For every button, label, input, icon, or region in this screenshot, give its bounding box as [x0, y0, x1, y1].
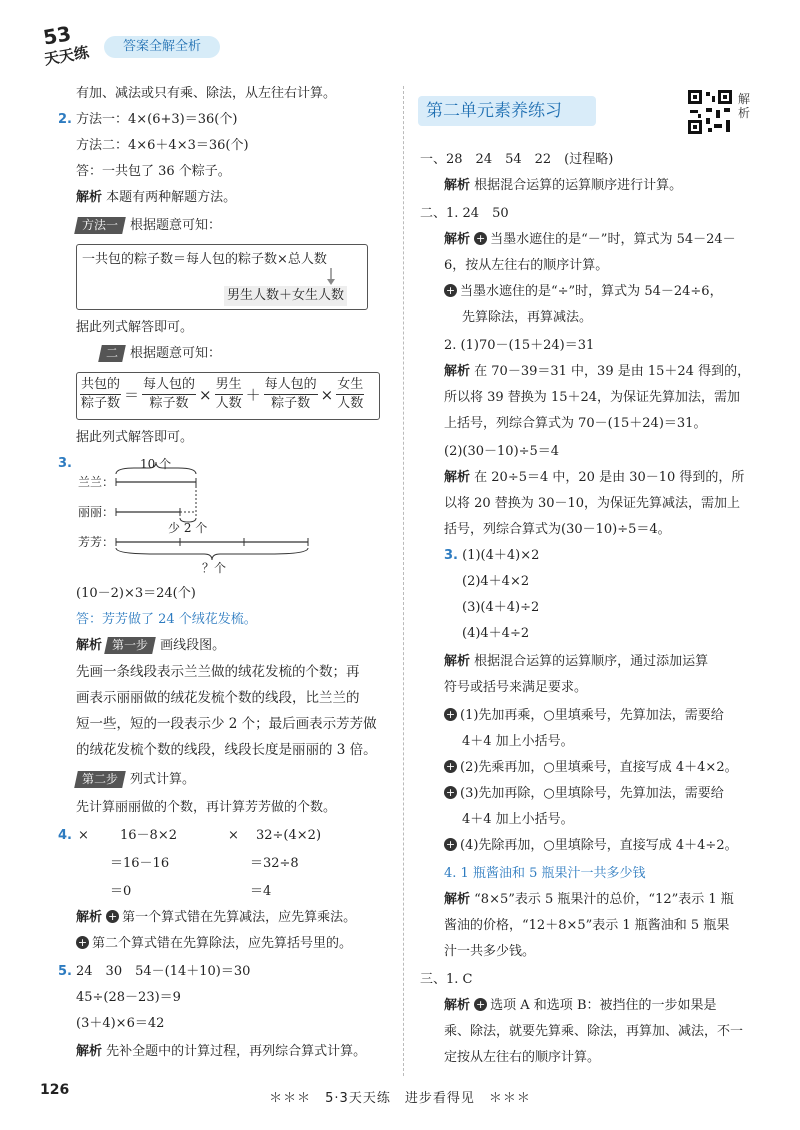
s3-answer: (1)(4＋4)×2 — [462, 548, 540, 563]
q3-answer: 答：芳芳做了 24 个绒花发梳。 — [76, 612, 257, 627]
s2-2b-answer: (2)(30－10)÷5＝4 — [444, 444, 560, 459]
question-number: 4. — [58, 828, 72, 843]
analysis-label: 解析 — [444, 364, 471, 379]
text-line: 短一些，短的一段表示少 2 个；最后画表示芳芳做 — [76, 716, 377, 732]
analysis-text: 当墨水遮住的是“÷”时，算式为 54－24÷6， — [460, 284, 723, 299]
method-2-text: 根据题意可知： — [130, 346, 222, 361]
q5-line: 24 30 54－(14＋10)＝30 — [76, 964, 251, 979]
q5-line: 45÷(28－23)＝9 — [76, 990, 181, 1005]
method-1-equation: 方法一：4×(6+3)＝36(个) — [76, 112, 238, 127]
label-10: 10 个 — [140, 457, 172, 471]
footer-slogan: ＊＊＊ 5·3天天练 进步看得见 ＊＊＊ — [269, 1091, 531, 1106]
q4-step: ＝32÷8 — [250, 856, 299, 871]
mark-wrong: × — [228, 828, 239, 843]
analysis-label: 解析 — [444, 998, 471, 1013]
qr-label: 解析 — [738, 92, 751, 120]
unit-banner: 第二单元素养练习 — [418, 96, 596, 126]
column-divider — [403, 86, 404, 1076]
plus-icon: + — [445, 786, 456, 799]
question-number: 3. — [444, 548, 458, 563]
s3-answer: (2)4＋4×2 — [462, 574, 530, 589]
page-number: 126 — [40, 1082, 70, 1098]
analysis-text: 当墨水遮住的是“－”时，算式为 54－24－ — [490, 232, 736, 247]
step-2-text: 列式计算。 — [130, 772, 196, 787]
s4-answer: 4. 1 瓶酱油和 5 瓶果汁一共多少钱 — [444, 866, 646, 881]
analysis-text: “8×5”表示 5 瓶果汁的总价，“12”表示 1 瓶 — [474, 892, 734, 907]
plus-icon: + — [445, 708, 456, 721]
question-number: 5. — [58, 964, 72, 979]
analysis-text: 6，按从左往右的顺序计算。 — [444, 258, 609, 273]
q3-equation: (10－2)×3＝24(个) — [76, 586, 196, 601]
q4-result: ＝0 — [110, 884, 132, 899]
analysis-text: 第一个算式错在先算减法，应先算乘法。 — [122, 910, 357, 925]
logo-icon — [40, 20, 98, 66]
step-2-tag: 第二步 — [74, 771, 126, 788]
analysis-text: 符号或括号来满足要求。 — [444, 680, 588, 695]
question-number: 2. — [58, 112, 72, 127]
relation-line-2: 男生人数＋女生人数 — [224, 286, 347, 306]
mark-wrong: × — [78, 828, 89, 843]
q4-expr-1: 16－8×2 — [120, 828, 177, 843]
analysis-text: 以将 20 替换为 30－10，为保证先算减法，需加上 — [444, 496, 741, 511]
svg-text:53: 53 — [41, 21, 73, 50]
step-1-tag: 第一步 — [104, 637, 156, 654]
section-2: 二、1. 24 50 — [420, 206, 509, 221]
analysis-text: 括号，列综合算式为(30－10)÷5＝4。 — [444, 522, 671, 537]
analysis-label: 解析 — [76, 910, 103, 925]
plus-icon: + — [476, 232, 486, 245]
text-line: 的绒花发梳个数的线段，线段长度是丽丽的 3 倍。 — [76, 742, 377, 758]
analysis-label: 解析 — [444, 470, 471, 485]
analysis-label: 解析 — [76, 1044, 103, 1059]
text-line: 画表示丽丽做的绒花发梳个数的线段，比兰兰的 — [76, 690, 360, 706]
text-line: 先计算丽丽做的个数，再计算芳芳做的个数。 — [76, 800, 337, 815]
step-1-text: 画线段图。 — [160, 638, 226, 653]
analysis-text: (4)先除再加，○里填除号，直接写成 4＋4÷2。 — [460, 838, 738, 853]
label-fangfang: 芳芳： — [78, 535, 115, 549]
analysis-text: 所以将 39 替换为 15＋24，为保证先算加法，需加 — [444, 390, 741, 405]
section-3: 三、1. C — [420, 972, 473, 987]
analysis-text: 选项 A 和选项 B：被挡住的一步如果是 — [490, 998, 717, 1013]
plus-icon: + — [445, 760, 456, 773]
relation-line-1: 一共包的粽子数＝每人包的粽子数×总人数 — [82, 252, 327, 267]
text-line: 先画一条线段表示兰兰做的绒花发梳的个数；再 — [76, 664, 360, 680]
analysis-text: 先补全题中的计算过程，再列综合算式计算。 — [106, 1044, 367, 1059]
label-less-2: 少 2 个 — [168, 521, 208, 535]
analysis-text: (1)先加再乘，○里填乘号，先算加法，需要给 — [460, 708, 724, 723]
s3-answer: (3)(4＋4)÷2 — [462, 600, 540, 615]
label-lanlan: 兰兰： — [78, 475, 115, 489]
analysis-text: 乘、除法，就要先算乘、除法，再算加、减法，不一 — [444, 1024, 744, 1039]
text-line: 有加、减法或只有乘、除法，从左往右计算。 — [76, 86, 337, 101]
plus-icon: + — [445, 838, 456, 851]
plus-icon: + — [445, 284, 456, 297]
analysis-text: 4＋4 加上小括号。 — [462, 734, 574, 749]
analysis-text: 定按从左往右的顺序计算。 — [444, 1050, 601, 1065]
analysis-label: 解析 — [444, 892, 471, 907]
analysis-text: 酱油的价格，“12＋8×5”表示 1 瓶酱油和 5 瓶果 — [444, 918, 730, 933]
method-2-equation: 方法二：4×6＋4×3＝36(个) — [76, 138, 249, 153]
plus-icon: + — [77, 936, 88, 949]
analysis-text: (2)先乘再加，○里填乘号，直接写成 4＋4×2。 — [460, 760, 738, 775]
q5-line: (3＋4)×6＝42 — [76, 1016, 165, 1031]
analysis-text: 在 70－39＝31 中，39 是由 15＋24 得到的， — [474, 364, 751, 379]
method-1-text: 根据题意可知： — [130, 218, 222, 233]
s2-2-answer: 2. (1)70－(15＋24)＝31 — [444, 338, 595, 353]
plus-icon: + — [476, 998, 486, 1011]
analysis-text: 汁一共多少钱。 — [444, 944, 536, 959]
analysis-text: 第二个算式错在先算除法，应先算括号里的。 — [92, 936, 353, 951]
arrow-down-icon — [326, 268, 336, 286]
analysis-text: 4＋4 加上小括号。 — [462, 812, 574, 827]
section-1: 一、28 24 54 22 (过程略) — [420, 152, 614, 167]
text-line: 据此列式解答即可。 — [76, 320, 194, 335]
answer-badge: 答案全解全析 — [104, 36, 220, 58]
s3-answer: (4)4＋4÷2 — [462, 626, 530, 641]
text-line: 据此列式解答即可。 — [76, 430, 194, 445]
analysis-text: 根据混合运算的运算顺序，通过添加运算 — [474, 654, 709, 669]
label-unknown: ？个 — [202, 561, 227, 575]
analysis-text: 本题有两种解题方法。 — [106, 190, 237, 205]
analysis-label: 解析 — [444, 654, 471, 669]
analysis-label: 解析 — [76, 190, 103, 205]
analysis-label: 解析 — [444, 178, 471, 193]
fraction-formula: $\frac{\text{共包的}}{\text{粽子数}}$ ＝ $\frac{\text{每人包的}}{\text{粽子数}}$ × $\frac{\text{男生}}{\text{人数}}$ ＋ $\frac{\text{每人包的}}{\text{粽子数}}$ × $\frac{\text{女生}}{\text{人数}}$ — [81, 377, 364, 411]
analysis-text: 上括号，列综合算式为 70－(15＋24)＝31。 — [444, 416, 707, 431]
analysis-text: (3)先加再除，○里填除号，先算加法，需要给 — [460, 786, 724, 801]
analysis-label: 解析 — [444, 232, 471, 247]
svg-text:天天练: 天天练 — [42, 43, 91, 66]
method-2-tag: 二 — [98, 345, 126, 362]
q4-expr-2: 32÷(4×2) — [256, 828, 322, 843]
question-number: 3. — [58, 456, 72, 471]
logo — [40, 20, 98, 66]
plus-icon: + — [108, 910, 118, 923]
method-1-tag: 方法一 — [74, 217, 126, 234]
analysis-text: 根据混合运算的运算顺序进行计算。 — [474, 178, 683, 193]
analysis-text: 先算除法，再算减法。 — [462, 310, 593, 325]
answer-line: 答：一共包了 36 个粽子。 — [76, 164, 231, 179]
analysis-text: 在 20÷5＝4 中，20 是由 30－10 得到的，所 — [474, 470, 745, 485]
label-lili: 丽丽： — [78, 505, 115, 519]
q4-step: ＝16－16 — [110, 856, 170, 871]
q4-result: ＝4 — [250, 884, 272, 899]
analysis-label: 解析 — [76, 638, 103, 653]
qr-code-icon[interactable] — [686, 88, 734, 136]
